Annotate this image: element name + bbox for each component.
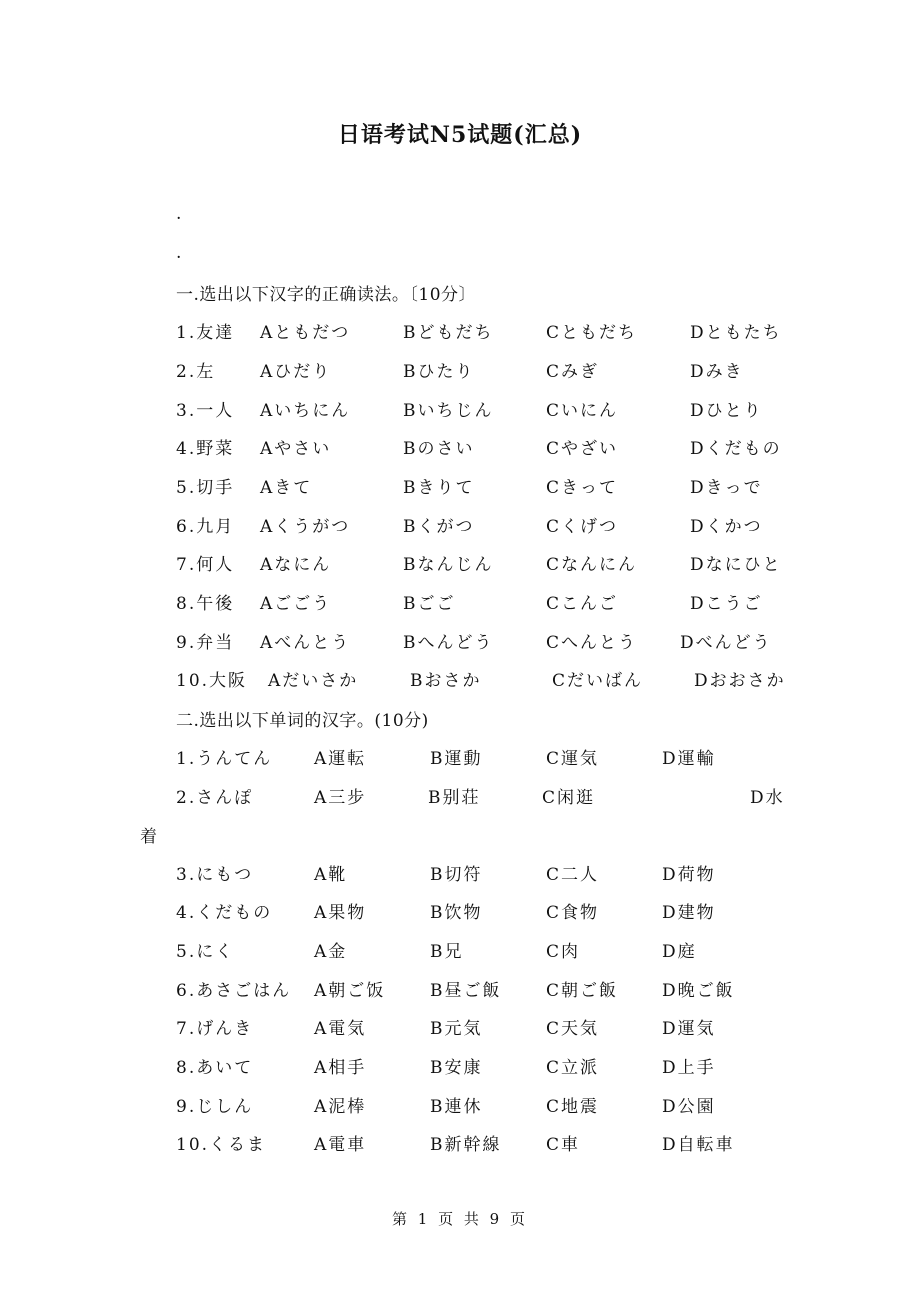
option-d: Dひとり <box>690 401 763 421</box>
question-prompt: 9.弁当 <box>176 633 235 653</box>
option-b: B切符 <box>430 865 483 885</box>
option-b: B兄 <box>430 942 464 962</box>
option-a: A靴 <box>314 865 348 885</box>
option-a: Aいちにん <box>260 401 351 421</box>
option-a: A三步 <box>314 788 367 808</box>
option-a: Aきて <box>260 478 313 498</box>
option-b: B饮物 <box>430 903 483 923</box>
option-b: B安康 <box>430 1058 483 1078</box>
option-c: C二人 <box>546 865 600 885</box>
option-a: A朝ご饭 <box>314 981 386 1001</box>
option-c: Cいにん <box>546 401 619 421</box>
option-b: Bのさい <box>403 439 475 459</box>
option-d: D建物 <box>662 903 716 923</box>
option-d: Dこうご <box>690 594 763 614</box>
question-prompt: 3.にもつ <box>176 865 254 885</box>
option-c: C闲逛 <box>542 788 596 808</box>
option-b: Bきりて <box>403 478 475 498</box>
option-c: Cきって <box>546 478 619 498</box>
question-row <box>0 512 920 538</box>
question-row <box>0 589 920 615</box>
option-c: C天気 <box>546 1019 600 1039</box>
question-row <box>0 1092 920 1118</box>
option-a: A運転 <box>314 749 367 769</box>
question-row <box>0 357 920 383</box>
option-d: D上手 <box>662 1058 716 1078</box>
option-b: Bなんじん <box>403 555 494 575</box>
option-b: Bいちじん <box>403 401 494 421</box>
question-prompt: 10.大阪 <box>176 671 248 691</box>
question-prompt: 8.あいて <box>176 1058 254 1078</box>
question-row <box>0 666 920 692</box>
option-c: C地震 <box>546 1097 600 1117</box>
option-c: C肉 <box>546 942 581 962</box>
option-d: Dともたち <box>690 323 782 343</box>
option-d: D庭 <box>662 942 697 962</box>
question-prompt: 6.あさごはん <box>176 981 292 1001</box>
question-row <box>0 783 920 809</box>
question-prompt: 4.野菜 <box>176 439 235 459</box>
option-d: Dおおさか <box>694 671 786 691</box>
option-d: D運輸 <box>662 749 716 769</box>
question-row <box>0 937 920 963</box>
option-d: D水 <box>750 788 785 808</box>
option-c: Cともだち <box>546 323 638 343</box>
option-d: D運気 <box>662 1019 716 1039</box>
section2-heading: 二.选出以下单词的汉字。(10分) <box>176 711 429 731</box>
option-d: Dべんどう <box>680 633 772 653</box>
option-d: Dみき <box>690 362 744 382</box>
option-a: Aくうがつ <box>260 517 351 537</box>
question-prompt: 10.くるま <box>176 1135 267 1155</box>
option-b: B昼ご飯 <box>430 981 502 1001</box>
wrapped-option-continuation: 着 <box>140 827 157 847</box>
question-prompt: 2.さんぽ <box>176 788 254 808</box>
option-c: Cやざい <box>546 439 619 459</box>
option-c: C運気 <box>546 749 600 769</box>
option-c: Cだいばん <box>552 671 644 691</box>
option-d: D自転車 <box>662 1135 735 1155</box>
question-row <box>0 318 920 344</box>
question-row <box>0 1014 920 1040</box>
option-b: B連休 <box>430 1097 483 1117</box>
option-d: Dくかつ <box>690 517 763 537</box>
option-b: B新幹線 <box>430 1135 502 1155</box>
option-a: Aひだり <box>260 362 332 382</box>
option-a: A電車 <box>314 1135 367 1155</box>
option-a: A電気 <box>314 1019 367 1039</box>
option-a: Aなにん <box>260 555 332 575</box>
option-b: Bくがつ <box>403 517 475 537</box>
question-prompt: 2.左 <box>176 362 216 382</box>
question-row <box>0 550 920 576</box>
option-c: C車 <box>546 1135 581 1155</box>
section1-heading: 一.选出以下汉字的正确读法。〔10分〕 <box>176 285 477 305</box>
question-row <box>0 898 920 924</box>
option-a: Aだいさか <box>268 671 359 691</box>
option-a: Aべんとう <box>260 633 351 653</box>
option-c: Cこんご <box>546 594 619 614</box>
option-b: Bおさか <box>410 671 482 691</box>
option-d: D公園 <box>662 1097 716 1117</box>
option-a: A相手 <box>314 1058 367 1078</box>
option-c: Cへんとう <box>546 633 638 653</box>
page-footer: 第 1 页 共 9 页 <box>392 1210 528 1228</box>
question-prompt: 8.午後 <box>176 594 235 614</box>
option-b: Bどもだち <box>403 323 494 343</box>
question-prompt: 7.何人 <box>176 555 235 575</box>
option-d: Dくだもの <box>690 439 782 459</box>
option-a: Aやさい <box>260 439 332 459</box>
option-a: A泥棒 <box>314 1097 367 1117</box>
question-row <box>0 473 920 499</box>
question-row <box>0 744 920 770</box>
option-b: Bごご <box>403 594 456 614</box>
option-c: Cなんにん <box>546 555 638 575</box>
question-row <box>0 1053 920 1079</box>
option-a: A果物 <box>314 903 367 923</box>
option-a: A金 <box>314 942 348 962</box>
option-b: B别荘 <box>428 788 481 808</box>
question-row <box>0 628 920 654</box>
option-c: Cみぎ <box>546 362 600 382</box>
option-d: Dなにひと <box>690 555 782 575</box>
option-d: Dきっで <box>690 478 763 498</box>
option-b: B元気 <box>430 1019 483 1039</box>
option-c: C食物 <box>546 903 600 923</box>
question-row <box>0 434 920 460</box>
question-prompt: 9.じしん <box>176 1097 254 1117</box>
question-row <box>0 976 920 1002</box>
option-a: Aともだつ <box>260 323 351 343</box>
question-row <box>0 860 920 886</box>
question-prompt: 1.友達 <box>176 323 235 343</box>
question-prompt: 5.切手 <box>176 478 235 498</box>
question-prompt: 6.九月 <box>176 517 235 537</box>
question-row <box>0 396 920 422</box>
option-a: Aごごう <box>260 594 332 614</box>
question-prompt: 4.くだもの <box>176 903 273 923</box>
question-row <box>0 1130 920 1156</box>
option-d: D荷物 <box>662 865 716 885</box>
question-prompt: 3.一人 <box>176 401 235 421</box>
question-prompt: 5.にく <box>176 942 235 962</box>
question-prompt: 1.うんてん <box>176 749 273 769</box>
option-d: D晚ご飯 <box>662 981 735 1001</box>
dot-marker: . <box>176 243 182 263</box>
option-b: B運動 <box>430 749 483 769</box>
option-c: Cくげつ <box>546 517 619 537</box>
question-prompt: 7.げんき <box>176 1019 254 1039</box>
page-title: 日语考试N5试题(汇总) <box>337 122 583 148</box>
option-b: Bひたり <box>403 362 475 382</box>
option-c: C立派 <box>546 1058 600 1078</box>
option-b: Bへんどう <box>403 633 494 653</box>
option-c: C朝ご飯 <box>546 981 619 1001</box>
dot-marker: . <box>176 204 182 224</box>
